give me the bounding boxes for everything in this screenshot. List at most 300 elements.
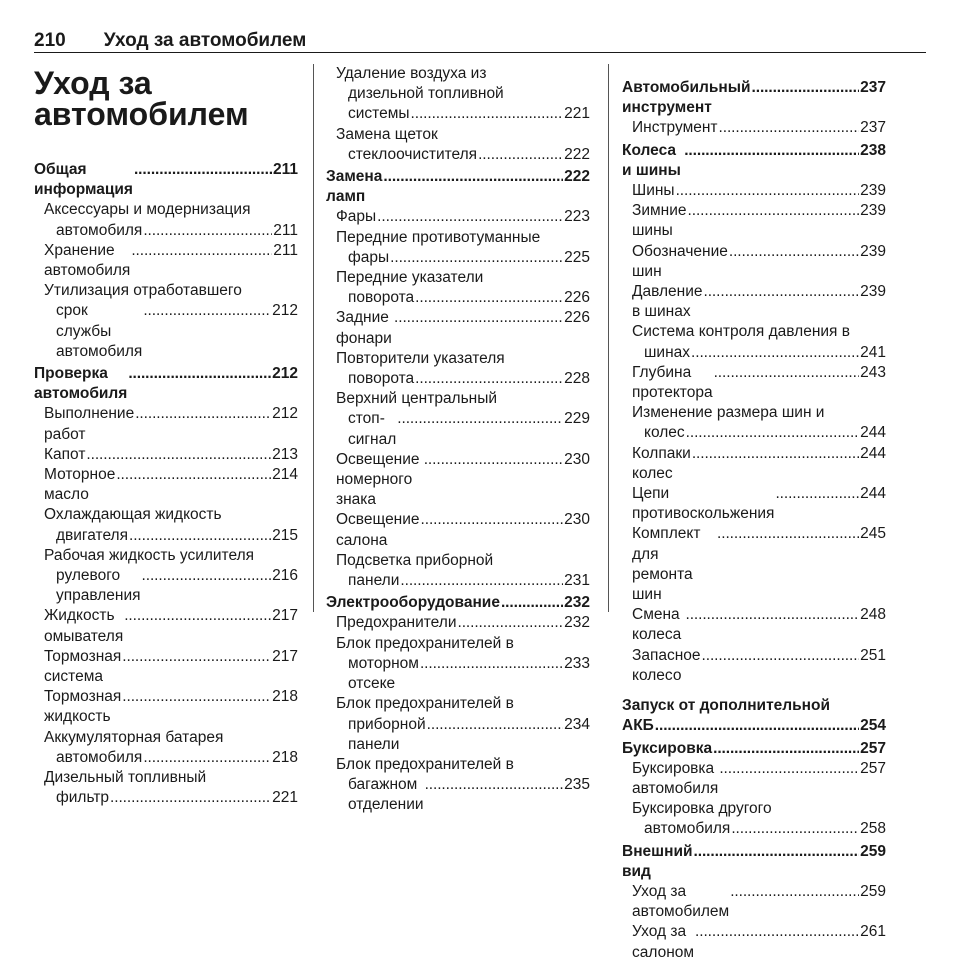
- toc-item: [326, 694, 590, 755]
- toc-item: [622, 181, 886, 201]
- toc-item: [622, 484, 886, 524]
- page-ref: 244: [860, 444, 886, 462]
- entry-label: Комплект для ремонта шин: [632, 525, 701, 604]
- entry-label-line: Дизельный топливный: [44, 769, 207, 787]
- toc-section: [622, 842, 886, 882]
- page-ref: 232: [564, 614, 590, 632]
- page-ref: 237: [860, 79, 886, 96]
- toc-item: [326, 349, 590, 389]
- entry-label: поворота: [348, 370, 415, 388]
- dot-leader: [420, 654, 563, 674]
- header-rule: [34, 52, 926, 53]
- page-header: [34, 30, 926, 58]
- section-label: Колеса и шины: [622, 141, 681, 179]
- dot-leader: [775, 484, 859, 504]
- toc-item: [34, 768, 298, 808]
- toc-item: [622, 646, 886, 686]
- dot-leader: [400, 571, 563, 591]
- entry-label: колес: [644, 424, 685, 442]
- page-ref: 261: [860, 923, 886, 941]
- page-ref: 213: [272, 445, 298, 463]
- dot-leader: [122, 647, 271, 667]
- page-ref: 231: [564, 572, 590, 590]
- section-label: Электрооборудование: [326, 594, 500, 612]
- toc-section: [34, 364, 298, 404]
- toc-entry[interactable]: [336, 654, 590, 694]
- entry-label: моторном отсеке: [348, 654, 419, 693]
- page-number: 210: [34, 30, 66, 51]
- page-ref: 237: [860, 119, 886, 137]
- toc-item: [326, 308, 590, 348]
- entry-label: Зимние шины: [632, 202, 687, 240]
- toc-section-entry[interactable]: [34, 160, 298, 200]
- dot-leader: [478, 145, 563, 165]
- dot-leader: [415, 288, 563, 308]
- dot-leader: [122, 687, 271, 707]
- page-ref: 225: [564, 248, 590, 266]
- toc-entry[interactable]: [44, 241, 298, 281]
- toc-item: [622, 605, 886, 645]
- toc-section: [34, 160, 298, 200]
- page-ref: 258: [860, 820, 886, 838]
- page-ref: 228: [564, 370, 590, 388]
- page-ref: 251: [860, 646, 886, 664]
- entry-label: приборной панели: [348, 715, 426, 753]
- dot-leader: [131, 241, 272, 261]
- toc-item: [326, 207, 590, 227]
- toc-section: [622, 696, 886, 736]
- entry-label-line: Охлаждающая жидкость: [44, 506, 222, 524]
- toc-entry[interactable]: [632, 524, 886, 605]
- dot-leader: [684, 141, 859, 161]
- toc-entry[interactable]: [632, 922, 886, 962]
- toc-entry[interactable]: [632, 181, 886, 201]
- page-ref: 230: [564, 511, 590, 529]
- page-ref: 243: [860, 363, 886, 381]
- toc-section-entry[interactable]: [622, 739, 886, 759]
- section-label: Буксировка: [622, 739, 713, 757]
- section-label: Внешний вид: [622, 842, 693, 880]
- page-ref: 226: [564, 309, 590, 327]
- page-ref: 235: [564, 776, 590, 794]
- toc-list: [622, 78, 886, 963]
- page-ref: 241: [860, 343, 886, 361]
- page-ref: 229: [564, 410, 590, 428]
- section-label: Автомобильный инструмент: [622, 79, 751, 117]
- entry-label-line: Рабочая жидкость усилителя: [44, 546, 255, 564]
- toc-item: [34, 281, 298, 362]
- toc-entry[interactable]: [44, 404, 298, 444]
- page-ref: 239: [860, 242, 886, 260]
- page-ref: 218: [272, 688, 298, 706]
- toc-section-entry[interactable]: [622, 141, 886, 181]
- dot-leader: [719, 759, 859, 779]
- dot-leader: [421, 510, 564, 530]
- toc-item: [326, 613, 590, 633]
- page-ref: 230: [564, 450, 590, 468]
- entry-label: Шины: [632, 182, 675, 200]
- toc-item: [326, 755, 590, 816]
- dot-leader: [86, 445, 271, 465]
- toc-column-3: [622, 76, 886, 963]
- toc-entry[interactable]: [44, 221, 298, 241]
- entry-label: Предохранители: [336, 614, 457, 632]
- toc-item: [34, 687, 298, 727]
- dot-leader: [143, 221, 272, 241]
- page-ref: 222: [564, 168, 590, 186]
- dot-leader: [688, 201, 860, 221]
- entry-label: Капот: [44, 445, 86, 463]
- entry-label-line: Изменение размера шин и: [632, 404, 825, 422]
- page-ref: 239: [860, 283, 886, 301]
- entry-label-line: Повторители указателя: [336, 349, 505, 367]
- running-title: Уход за автомобилем: [103, 30, 307, 51]
- entry-label-line: Удаление воздуха из: [336, 65, 487, 82]
- entry-label: багажном отделении: [348, 776, 424, 814]
- entry-label: фильтр: [56, 789, 110, 807]
- toc-entry[interactable]: [44, 301, 298, 362]
- toc-item: [622, 363, 886, 403]
- dot-leader: [397, 409, 563, 429]
- toc-item: [622, 322, 886, 362]
- toc-entry[interactable]: [44, 748, 298, 768]
- dot-leader: [377, 207, 563, 227]
- entry-label: Жидкость омывателя: [44, 607, 124, 645]
- toc-item: [326, 125, 590, 165]
- toc-entry[interactable]: [336, 715, 590, 755]
- toc-item: [326, 64, 590, 125]
- page-ref: 245: [860, 525, 886, 543]
- entry-label: Инструмент: [632, 119, 718, 137]
- page-ref: 239: [860, 202, 886, 220]
- toc-item: [326, 389, 590, 450]
- toc-item: [622, 799, 886, 839]
- entry-label: рулевого управления: [56, 567, 141, 605]
- entry-label: автомобиля: [644, 820, 731, 838]
- dot-leader: [713, 739, 859, 759]
- entry-label-line: Блок предохранителей в: [336, 695, 514, 713]
- entry-label-line: Аксессуары и модернизация: [44, 201, 251, 219]
- entry-label: Задние фонари: [336, 309, 392, 347]
- entry-label: Моторное масло: [44, 466, 116, 504]
- page-ref: 211: [273, 221, 298, 239]
- toc-section: [622, 78, 886, 118]
- toc-item: [326, 551, 590, 591]
- toc-entry[interactable]: [336, 571, 590, 591]
- section-label: Общая информация: [34, 161, 133, 199]
- page-ref: 221: [564, 105, 590, 123]
- toc-item: [622, 882, 886, 922]
- column-divider: [313, 64, 314, 612]
- page-ref: 212: [272, 365, 298, 383]
- entry-label: Тормозная жидкость: [44, 688, 122, 726]
- toc-entry[interactable]: [632, 759, 886, 799]
- dot-leader: [655, 716, 859, 736]
- toc-section-entry[interactable]: [622, 716, 886, 736]
- toc-entry[interactable]: [632, 605, 886, 645]
- page-ref: 257: [860, 759, 886, 777]
- dot-leader: [731, 819, 859, 839]
- entry-label: поворота: [348, 289, 415, 307]
- entry-label: стеклоочистителя: [348, 145, 478, 163]
- toc-entry[interactable]: [632, 118, 886, 138]
- entry-label-line: Аккумуляторная батарея: [44, 728, 224, 746]
- dot-leader: [390, 248, 563, 268]
- toc-entry[interactable]: [336, 775, 590, 815]
- toc-entry[interactable]: [336, 369, 590, 389]
- dot-leader: [719, 118, 860, 138]
- page-ref: 212: [272, 302, 298, 320]
- dot-leader: [424, 450, 563, 470]
- toc-item: [34, 241, 298, 281]
- dot-leader: [692, 444, 859, 464]
- toc-item: [622, 242, 886, 282]
- toc-column-2: [326, 64, 590, 816]
- toc-section-entry[interactable]: [622, 78, 886, 118]
- toc-item: [34, 200, 298, 240]
- toc-entry[interactable]: [632, 444, 886, 484]
- toc-entry[interactable]: [632, 201, 886, 241]
- toc-item: [326, 228, 590, 268]
- entry-label: стоп-сигнал: [348, 410, 397, 448]
- toc-section-entry[interactable]: [622, 842, 886, 882]
- entry-label-line: Буксировка другого: [632, 800, 772, 818]
- dot-leader: [129, 526, 271, 546]
- entry-label: срок службы автомобиля: [56, 302, 143, 360]
- dot-leader: [425, 775, 564, 795]
- toc-item: [34, 728, 298, 768]
- entry-label: Запасное колесо: [632, 646, 701, 684]
- toc-entry[interactable]: [336, 288, 590, 308]
- toc-item: [622, 922, 886, 962]
- page-ref: 239: [860, 182, 886, 200]
- dot-leader: [110, 788, 271, 808]
- entry-label: фары: [348, 248, 390, 266]
- dot-leader: [411, 104, 564, 124]
- page-ref: 233: [564, 654, 590, 672]
- toc-entry[interactable]: [44, 647, 298, 687]
- entry-label: Колпаки колес: [632, 444, 691, 482]
- page-ref: 218: [272, 748, 298, 766]
- toc-entry[interactable]: [44, 566, 298, 606]
- entry-label: автомобиля: [56, 221, 143, 239]
- entry-label: Хранение автомобиля: [44, 241, 131, 280]
- toc-entry[interactable]: [336, 613, 590, 633]
- dot-leader: [676, 181, 860, 201]
- toc-item: [34, 647, 298, 687]
- entry-label: Выполнение работ: [44, 405, 135, 443]
- toc-entry[interactable]: [44, 687, 298, 727]
- page-ref: 244: [860, 485, 886, 503]
- page-ref: 222: [564, 145, 590, 163]
- section-label: АКБ: [622, 717, 654, 735]
- section-label: Проверка автомобиля: [34, 365, 128, 403]
- toc-entry[interactable]: [336, 450, 590, 511]
- toc-item: [622, 524, 886, 605]
- dot-leader: [394, 308, 563, 328]
- toc-item: [622, 118, 886, 138]
- toc-entry[interactable]: [44, 788, 298, 808]
- page-ref: 244: [860, 424, 886, 442]
- toc-section: [622, 739, 886, 759]
- page-ref: 257: [860, 739, 886, 757]
- entry-label-line: дизельной топливной: [348, 85, 504, 103]
- page-ref: 259: [860, 842, 886, 860]
- toc-item: [326, 450, 590, 511]
- toc-entry[interactable]: [336, 248, 590, 268]
- toc-entry[interactable]: [44, 445, 298, 465]
- toc-item: [34, 505, 298, 545]
- toc-entry[interactable]: [336, 308, 590, 348]
- dot-leader: [142, 566, 272, 586]
- dot-leader: [694, 842, 860, 862]
- entry-label: Освещение номерного знака: [336, 450, 420, 509]
- entry-label: Цепи противоскольжения: [632, 485, 775, 523]
- toc-section: [326, 167, 590, 207]
- entry-label-line: Верхний центральный: [336, 390, 498, 408]
- page-ref: 211: [272, 161, 298, 178]
- entry-label-line: Передние противотуманные: [336, 228, 541, 246]
- toc-item: [34, 606, 298, 646]
- dot-leader: [128, 364, 271, 384]
- page-ref: 232: [564, 594, 590, 612]
- toc-entry[interactable]: [336, 104, 590, 124]
- page-ref: 214: [272, 466, 298, 484]
- page-ref: 238: [860, 141, 886, 159]
- entry-label-line: Замена щеток: [336, 125, 438, 143]
- toc-entry[interactable]: [632, 282, 886, 322]
- dot-leader: [143, 748, 271, 768]
- toc-entry[interactable]: [44, 606, 298, 646]
- dot-leader: [714, 363, 860, 383]
- toc-item: [34, 546, 298, 607]
- toc-entry[interactable]: [44, 526, 298, 546]
- entry-label: Фары: [336, 208, 377, 226]
- dot-leader: [685, 605, 859, 625]
- entry-label-line: Подсветка приборной: [336, 551, 494, 569]
- dot-leader: [457, 613, 563, 633]
- dot-leader: [729, 242, 859, 262]
- page-ref: 215: [272, 526, 298, 544]
- entry-label-line: Блок предохранителей в: [336, 755, 514, 773]
- toc-section-entry[interactable]: [326, 593, 590, 613]
- entry-label: системы: [348, 105, 410, 123]
- page-ref: 221: [272, 789, 298, 807]
- dot-leader: [695, 922, 859, 942]
- toc-entry[interactable]: [44, 465, 298, 505]
- entry-label: Уход за автомобилем: [632, 882, 730, 921]
- dot-leader: [702, 646, 860, 666]
- entry-label: двигателя: [56, 526, 128, 544]
- dot-leader: [427, 715, 563, 735]
- entry-label: Тормозная система: [44, 647, 122, 686]
- page-ref: 248: [860, 606, 886, 624]
- page-ref: 211: [273, 241, 298, 259]
- toc-item: [622, 403, 886, 443]
- page-ref: 234: [564, 715, 590, 733]
- toc-column-1: [34, 58, 298, 809]
- toc-entry[interactable]: [336, 207, 590, 227]
- chapter-title: [34, 65, 298, 132]
- page-ref: 216: [272, 567, 298, 585]
- entry-label: шинах: [644, 343, 691, 361]
- page-ref: 212: [272, 405, 298, 423]
- toc-entry[interactable]: [632, 819, 886, 839]
- toc-section-entry[interactable]: [34, 364, 298, 404]
- toc-item: [622, 201, 886, 241]
- toc-entry[interactable]: [632, 242, 886, 282]
- dot-leader: [415, 369, 563, 389]
- entry-label: Буксировка автомобиля: [632, 759, 719, 797]
- toc-section: [326, 593, 590, 613]
- toc-item: [622, 282, 886, 322]
- entry-label: Уход за салоном: [632, 923, 695, 961]
- dot-leader: [116, 465, 271, 485]
- dot-leader: [143, 301, 271, 321]
- dot-leader: [134, 160, 272, 180]
- toc-section-entry[interactable]: [326, 167, 590, 207]
- toc-item: [34, 404, 298, 444]
- page-ref: 259: [860, 882, 886, 900]
- entry-label-line: Блок предохранителей в: [336, 634, 514, 652]
- dot-leader: [752, 78, 860, 98]
- page-ref: 254: [860, 717, 886, 735]
- toc-item: [326, 634, 590, 695]
- toc-entry[interactable]: [632, 423, 886, 443]
- toc-entry[interactable]: [336, 145, 590, 165]
- toc-entry[interactable]: [336, 409, 590, 449]
- page-ref: 226: [564, 289, 590, 307]
- entry-label: Смена колеса: [632, 606, 682, 644]
- toc-entry[interactable]: [632, 646, 886, 686]
- chapter-title-line: автомобилем: [34, 96, 249, 132]
- dot-leader: [704, 282, 860, 302]
- dot-leader: [717, 524, 859, 544]
- dot-leader: [686, 423, 859, 443]
- toc-item: [326, 510, 590, 550]
- dot-leader: [124, 606, 271, 626]
- toc-entry[interactable]: [336, 510, 590, 550]
- page-ref: 217: [272, 607, 298, 625]
- toc-item: [622, 759, 886, 799]
- dot-leader: [135, 404, 271, 424]
- entry-label: Глубина протектора: [632, 363, 713, 402]
- entry-label: автомобиля: [56, 748, 143, 766]
- toc-entry[interactable]: [632, 363, 886, 403]
- toc-list: [326, 64, 590, 816]
- dot-leader: [730, 882, 859, 902]
- chapter-title-line: Уход за: [34, 65, 152, 101]
- entry-label: Давление в шинах: [632, 283, 703, 321]
- section-label-line: Запуск от дополнительной: [622, 697, 831, 715]
- entry-label: панели: [348, 572, 400, 590]
- toc-entry[interactable]: [632, 882, 886, 922]
- column-divider: [608, 64, 609, 612]
- toc-item: [34, 465, 298, 505]
- entry-label-line: Передние указатели: [336, 269, 484, 287]
- entry-label-line: Система контроля давления в: [632, 323, 850, 341]
- entry-label: Освещение салона: [336, 511, 420, 549]
- toc-item: [326, 268, 590, 308]
- dot-leader: [691, 343, 859, 363]
- dot-leader: [383, 167, 563, 187]
- toc-entry[interactable]: [632, 484, 886, 524]
- section-label: Замена ламп: [326, 168, 383, 206]
- entry-label: Обозначение шин: [632, 242, 728, 280]
- entry-label-line: Утилизация отработавшего: [44, 282, 242, 300]
- toc-item: [34, 445, 298, 465]
- toc-entry[interactable]: [632, 343, 886, 363]
